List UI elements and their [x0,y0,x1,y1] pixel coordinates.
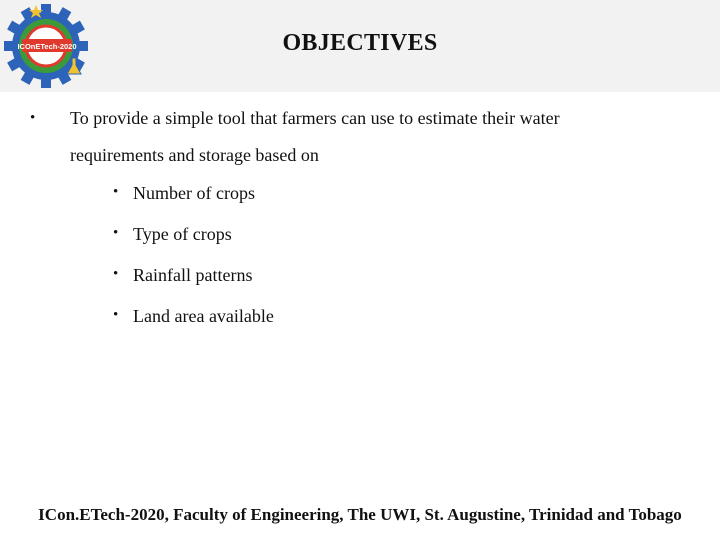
slide-title: OBJECTIVES [282,30,438,56]
slide-footer: ICon.ETech-2020, Faculty of Engineering, The UWI, St. Augustine, Trinidad and Tobago [38,505,682,524]
sub-bullet: Rainfall patterns [133,265,253,285]
sub-bullet: Land area available [133,306,274,326]
bullet-icon: • [113,225,119,241]
sub-bullet: Number of crops [133,183,255,203]
bullet-icon: • [113,184,119,200]
sub-bullet: Type of crops [133,224,232,244]
logo-text: ICOnETech-2020 [17,42,77,51]
bullet-icon: • [30,110,36,126]
main-bullet-line-2: requirements and storage based on [70,145,319,165]
bullet-icon: • [113,307,119,323]
conference-logo [2,2,92,88]
main-bullet-line-1: To provide a simple tool that farmers can use to estimate their water [70,108,560,128]
bullet-icon: • [113,266,119,282]
